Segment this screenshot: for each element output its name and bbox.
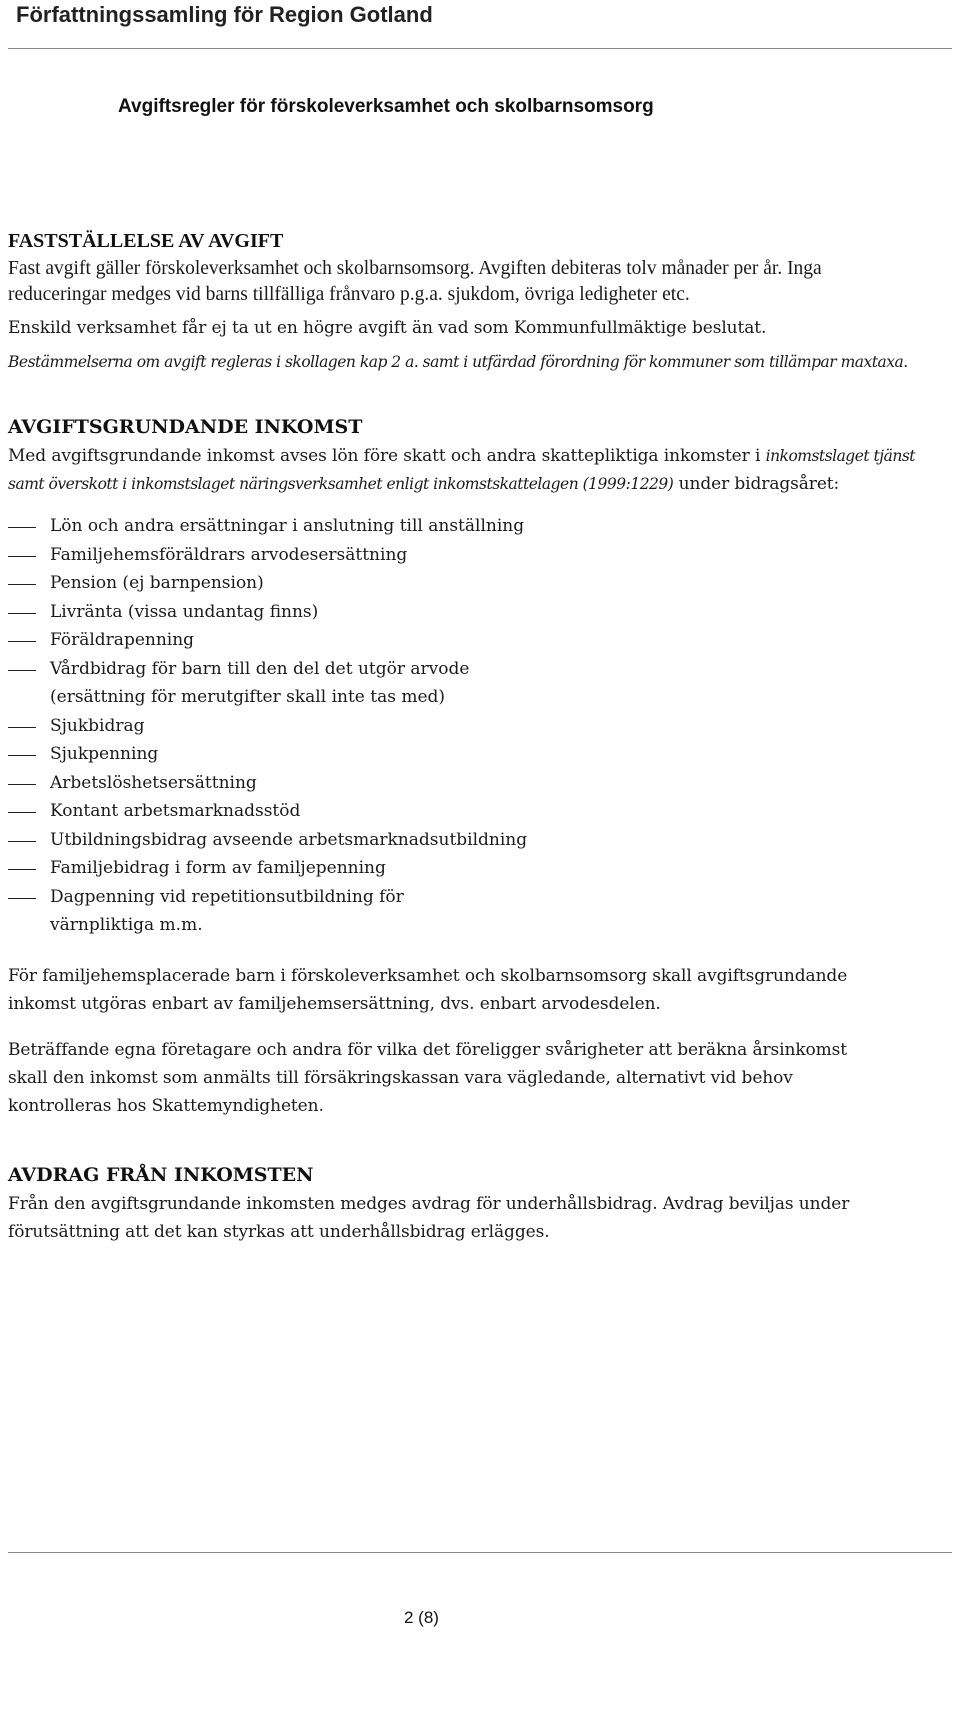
paragraph-fast-avgift: Fast avgift gäller förskoleverksamhet och skolbarnsomsorg. Avgiften debiteras tolv månader per år. Inga reduceringar medges vid barns tillfälliga frånvaro p.g.a. sjukdom, övriga ledigheter etc.: [8, 258, 822, 305]
dash-bullet-icon: [8, 712, 36, 740]
dash-bullet-icon: [8, 769, 36, 797]
list-item: Dagpenning vid repetitionsutbildning för värnpliktiga m.m.: [8, 883, 948, 940]
dash-bullet-icon: [8, 797, 36, 825]
section-heading-avdrag: AVDRAG FRÅN INKOMSTEN: [8, 1163, 314, 1186]
dash-bullet-icon: [8, 826, 36, 854]
document-title: Avgiftsregler för förskoleverksamhet och skolbarnsomsorg: [118, 96, 654, 117]
footer-rule: [8, 1552, 952, 1553]
dash-bullet-icon: [8, 883, 36, 911]
dash-bullet-icon: [8, 512, 36, 540]
list-item: Lön och andra ersättningar i anslutning till anställning: [8, 512, 948, 541]
dash-bullet-icon: [8, 854, 36, 882]
paragraph-familjehem: För familjehemsplacerade barn i förskoleverksamhet och skolbarnsomsorg skall avgiftsgrundande inkomst utgöras enbart av familjehemsersättning, dvs. enbart arvodesdelen.: [8, 965, 848, 1014]
list-item: Utbildningsbidrag avseende arbetsmarknadsutbildning: [8, 826, 948, 855]
section-avdrag: [8, 1160, 948, 1246]
list-item: Pension (ej barnpension): [8, 569, 948, 598]
intro-text-start: Med avgiftsgrundande inkomst avses lön före skatt och andra skattepliktiga inkomster i: [8, 446, 766, 466]
list-item: Kontant arbetsmarknadsstöd: [8, 797, 948, 826]
collection-title: Författningssamling för Region Gotland: [16, 2, 433, 27]
list-item: Föräldrapenning: [8, 626, 948, 655]
paragraph-enskild-verksamhet: Enskild verksamhet får ej ta ut en högre avgift än vad som Kommunfullmäktige beslutat.: [8, 318, 767, 338]
dash-bullet-icon: [8, 655, 36, 683]
paragraph-avdrag: Från den avgiftsgrundande inkomsten medges avdrag för underhållsbidrag. Avdrag beviljas under förutsättning att det kan styrkas att underhållsbidrag erlägges.: [8, 1193, 850, 1242]
income-type-list: [8, 512, 948, 940]
dash-bullet-icon: [8, 569, 36, 597]
list-item: Arbetslöshetsersättning: [8, 769, 948, 798]
list-item: Vårdbidrag för barn till den del det utgör arvode (ersättning för merutgifter skall inte tas med): [8, 655, 948, 712]
dash-bullet-icon: [8, 740, 36, 768]
intro-text-end: under bidragsåret:: [673, 474, 840, 494]
dash-bullet-icon: [8, 541, 36, 569]
intro-text-italic: inkomstslaget tjänst samt överskott i inkomstslaget näringsverksamhet enligt inkomstskattelagen (1999:1229): [8, 447, 915, 493]
document-body: [8, 226, 948, 1246]
paragraph-bestammelser: Bestämmelserna om avgift regleras i skollagen kap 2 a. samt i utfärdad förordning för kommuner som tillämpar maxtaxa.: [8, 353, 908, 371]
section-inkomst: [8, 412, 948, 1120]
dash-bullet-icon: [8, 598, 36, 626]
running-header: [8, 0, 952, 49]
paragraph-inkomst-intro: [8, 442, 948, 498]
paragraph-foretagare: Beträffande egna företagare och andra för vilka det föreligger svårigheter att beräkna årsinkomst skall den inkomst som anmälts till försäkringskassan vara vägledande, alternativt vid behov kontrolleras hos Skattemyndigheten.: [8, 1039, 848, 1116]
list-item: Sjukpenning: [8, 740, 948, 769]
list-item: Familjebidrag i form av familjepenning: [8, 854, 948, 883]
list-item: Livränta (vissa undantag finns): [8, 598, 948, 627]
list-item: Sjukbidrag: [8, 712, 948, 741]
section-heading-inkomst: AVGIFTSGRUNDANDE INKOMST: [8, 416, 363, 438]
section-faststallelse: [8, 226, 948, 376]
dash-bullet-icon: [8, 626, 36, 654]
list-item: Familjehemsföräldrars arvodesersättning: [8, 541, 948, 570]
page-number: 2 (8): [404, 1608, 439, 1627]
section-heading-faststallelse: FASTSTÄLLELSE AV AVGIFT: [8, 230, 284, 252]
